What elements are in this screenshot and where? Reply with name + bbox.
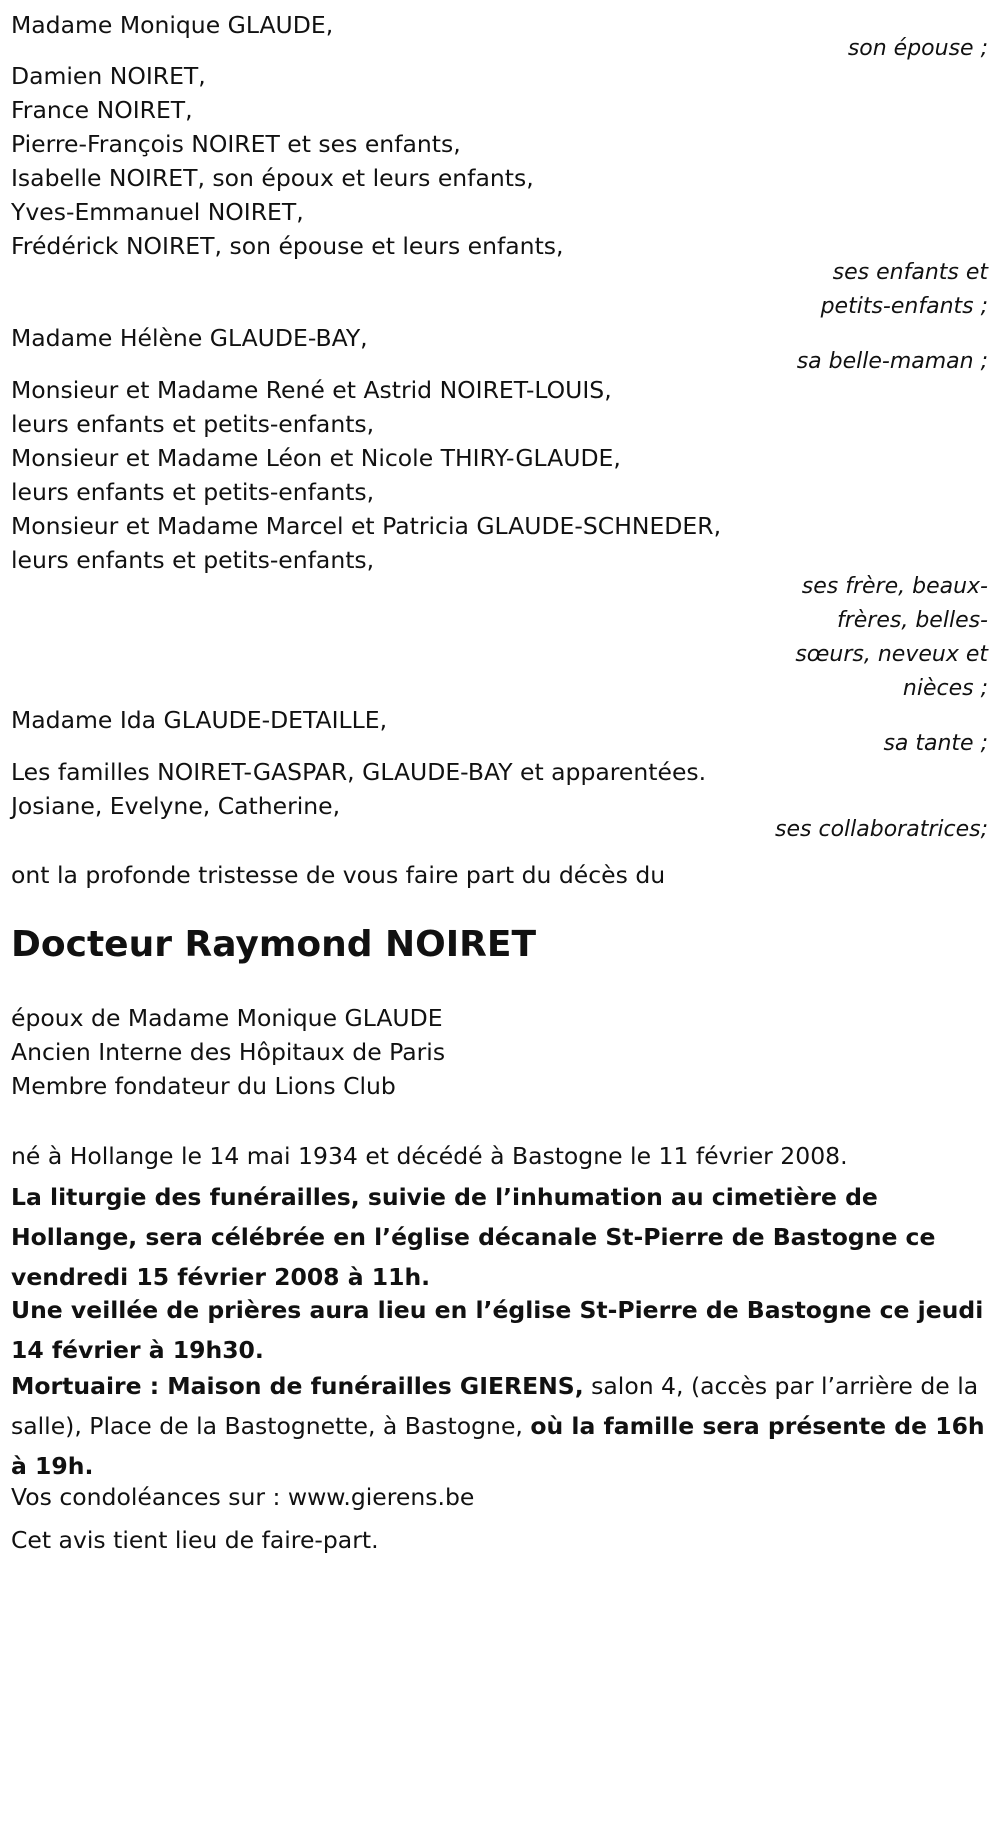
deceased-title: époux de Madame Monique GLAUDE (11, 1004, 443, 1032)
children-role: ses enfants et (832, 260, 988, 285)
child-line: Frédérick NOIRET, son épouse et leurs enfants, (11, 232, 564, 260)
condolences-line: Vos condoléances sur : www.gierens.be (11, 1483, 475, 1511)
child-line: France NOIRET, (11, 96, 193, 124)
siblings-role: ses frère, beaux- (801, 574, 988, 599)
siblings-role: nièces ; (902, 676, 988, 701)
deceased-title: Membre fondateur du Lions Club (11, 1072, 396, 1100)
announcement: ont la profonde tristesse de vous faire part du décès du (11, 861, 666, 889)
children-role: petits-enfants ; (820, 294, 988, 319)
mortuary-presence: où la famille sera présente de 16h à 19h. (11, 1412, 985, 1480)
deceased-name: Docteur Raymond NOIRET (11, 924, 537, 965)
mortuary-label: Mortuaire : Maison de funérailles GIERENS, (11, 1372, 584, 1400)
child-line: Isabelle NOIRET, son époux et leurs enfants, (11, 164, 534, 192)
aunt-name: Madame Ida GLAUDE-DETAILLE, (11, 706, 388, 734)
spouse-role: son épouse ; (847, 36, 988, 61)
sibling-line: Monsieur et Madame Léon et Nicole THIRY-GLAUDE, (11, 444, 621, 472)
aunt-role: sa tante ; (883, 731, 988, 756)
spouse-name: Madame Monique GLAUDE, (11, 11, 334, 39)
child-line: Yves-Emmanuel NOIRET, (11, 198, 304, 226)
families-line: Les familles NOIRET-GASPAR, GLAUDE-BAY et apparentées. (11, 758, 707, 786)
vigil-paragraph: Une veillée de prières aura lieu en l’église St-Pierre de Bastogne ce jeudi 14 février à 19h30. (11, 1296, 984, 1364)
liturgy-paragraph: La liturgie des funérailles, suivie de l’inhumation au cimetière de Hollange, sera célébrée en l’église décanale St-Pierre de Bastogne ce vendredi 15 février 2008 à 11h. (11, 1183, 936, 1291)
mother-in-law-role: sa belle-maman ; (796, 349, 988, 374)
sibling-line: leurs enfants et petits-enfants, (11, 478, 375, 506)
mortuary-paragraph (11, 1366, 986, 1486)
collaborators-names: Josiane, Evelyne, Catherine, (11, 792, 341, 820)
collaborators-role: ses collaboratrices; (775, 817, 988, 842)
sibling-line: Monsieur et Madame René et Astrid NOIRET-LOUIS, (11, 376, 612, 404)
child-line: Damien NOIRET, (11, 62, 206, 90)
siblings-role: sœurs, neveux et (795, 642, 988, 667)
siblings-role: frères, belles- (836, 608, 988, 633)
mortuary-details: salon 4, (accès par l’arrière de la salle), Place de la Bastognette, à Bastogne, (11, 1372, 979, 1440)
child-line: Pierre-François NOIRET et ses enfants, (11, 130, 461, 158)
deceased-title: Ancien Interne des Hôpitaux de Paris (11, 1038, 446, 1066)
sibling-line: leurs enfants et petits-enfants, (11, 546, 375, 574)
closing-line: Cet avis tient lieu de faire-part. (11, 1526, 379, 1554)
sibling-line: leurs enfants et petits-enfants, (11, 410, 375, 438)
sibling-line: Monsieur et Madame Marcel et Patricia GLAUDE-SCHNEDER, (11, 512, 722, 540)
mother-in-law-name: Madame Hélène GLAUDE-BAY, (11, 324, 368, 352)
birth-death-dates: né à Hollange le 14 mai 1934 et décédé à Bastogne le 11 février 2008. (11, 1142, 848, 1170)
